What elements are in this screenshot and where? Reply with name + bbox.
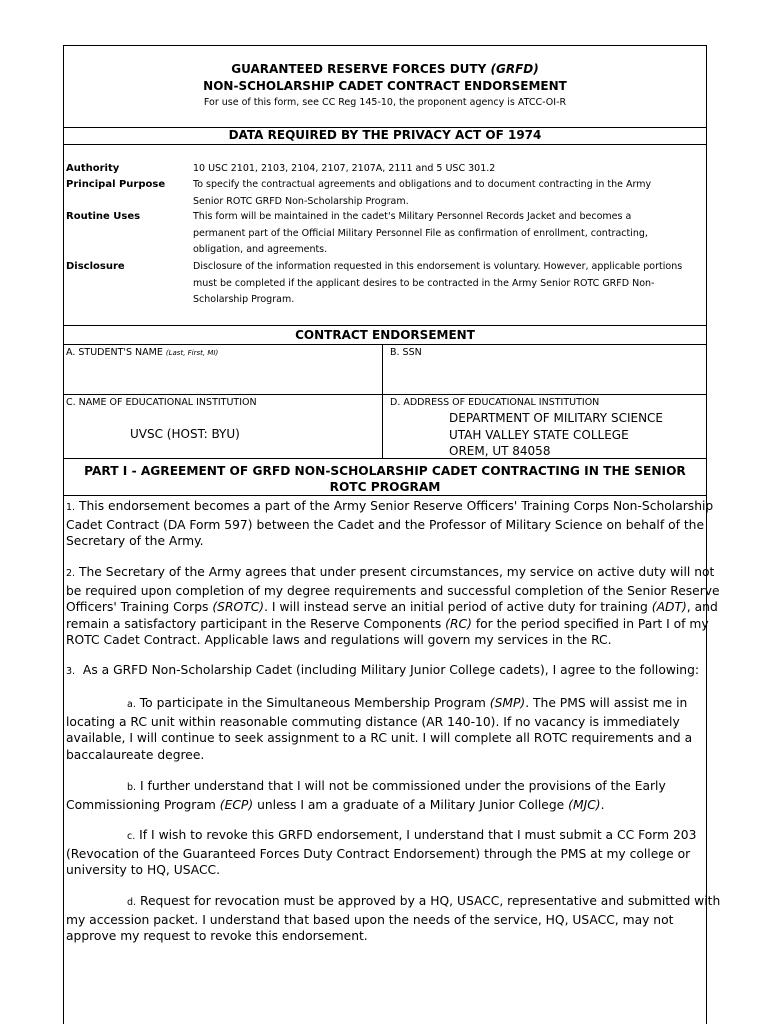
rule	[63, 45, 64, 1024]
institution-label: C. NAME OF EDUCATIONAL INSTITUTION	[66, 397, 257, 408]
paragraph-3c: c. If I wish to revoke this GRFD endorsement, I understand that I must submit a CC Form 203 (Revocation of the Guaranteed Forces Duty Contract Endorsement) through the PMS at my college or university to HQ, USACC.	[66, 828, 697, 877]
form-note: For use of this form, see CC Reg 145-10, the proponent agency is ATCC-OI-R	[203, 97, 567, 108]
paragraph-3a: a. To participate in the Simultaneous Membership Program (SMP). The PMS will assist me in locating a RC unit within reasonable commuting distance (AR 140-10). If no vacancy is immediately available, I will continue to seek assignment to a RC unit. I will complete all ROTC requirements and a baccalaureate degree.	[66, 696, 693, 762]
paragraph-2: 2. The Secretary of the Army agrees that under present circumstances, my service on active duty will not be required upon completion of my degree requirements and successful completion of the Senior Reserve Officers' Training Corps (SROTC). I will instead serve an initial period of active duty for training (ADT), and remain a satisfactory participant in the Reserve Components (RC) for the period specified in Part I of my ROTC Cadet Contract. Applicable laws and regulations will govern my services in the RC.	[66, 565, 720, 647]
paragraph-3b: b. I further understand that I will not be commissioned under the provisions of the Early Commissioning Program (ECP) unless I am a graduate of a Military Junior College (MJC).	[66, 779, 666, 812]
student-name-label: A. STUDENT'S NAME (Last, First, MI)	[66, 347, 219, 358]
student-name-field[interactable]	[73, 363, 373, 391]
paragraph-1: 1. This endorsement becomes a part of the Army Senior Reserve Officers' Training Corps Non-Scholarship Cadet Contract (DA Form 597) between the Cadet and the Professor of Military Science on behalf of the Secretary of the Army.	[66, 499, 714, 548]
authority-label: Authority	[66, 163, 120, 174]
ssn-label: B. SSN	[390, 347, 422, 358]
privacy-heading: DATA REQUIRED BY THE PRIVACY ACT OF 1974	[228, 128, 542, 142]
part1-heading-line1: PART I - AGREEMENT OF GRFD NON-SCHOLARSHIP CADET CONTRACTING IN THE SENIOR	[84, 464, 686, 478]
institution-field[interactable]: UVSC (HOST: BYU)	[130, 427, 240, 441]
address-line1: DEPARTMENT OF MILITARY SCIENCE	[449, 411, 664, 425]
form-title: GUARANTEED RESERVE FORCES DUTY (GRFD)	[231, 62, 539, 76]
disclosure-label: Disclosure	[66, 261, 125, 272]
authority-value: 10 USC 2101, 2103, 2104, 2107, 2107A, 2111 and 5 USC 301.2	[193, 163, 496, 174]
part1-heading-line2: ROTC PROGRAM	[329, 480, 441, 494]
disclosure-value: Disclosure of the information requested in this endorsement is voluntary. However, applicable portions must be completed if the applicant desires to be contracted in the Army Senior ROTC GRFD Non-Scholarship Program.	[193, 261, 683, 305]
ssn-field[interactable]	[390, 363, 700, 391]
paragraph-3d: d. Request for revocation must be approved by a HQ, USACC, representative and submitted with my accession packet. I understand that based upon the needs of the service, HQ, USACC, may not approve my request to revoke this endorsement.	[66, 894, 721, 943]
address-line3: OREM, UT 84058	[449, 444, 551, 458]
rule	[382, 344, 383, 458]
purpose-value: To specify the contractual agreements and obligations and to document contracting in the Army Senior ROTC GRFD Non-Scholarship Program.	[193, 179, 652, 207]
contract-heading: CONTRACT ENDORSEMENT	[295, 328, 475, 342]
form-page	[63, 45, 721, 1024]
rule	[63, 325, 707, 326]
rule	[63, 45, 707, 46]
form-subtitle: NON-SCHOLARSHIP CADET CONTRACT ENDORSEMENT	[203, 79, 567, 93]
rule	[63, 344, 707, 345]
routine-label: Routine Uses	[66, 211, 141, 222]
address-label: D. ADDRESS OF EDUCATIONAL INSTITUTION	[390, 397, 600, 408]
rule	[63, 394, 707, 395]
rule	[63, 144, 707, 145]
purpose-label: Principal Purpose	[66, 179, 166, 190]
routine-value: This form will be maintained in the cadet's Military Personnel Records Jacket and becomes a permanent part of the Official Military Personnel File as confirmation of enrollment, contracting, obligation, and agreements.	[193, 211, 648, 255]
address-line2: UTAH VALLEY STATE COLLEGE	[449, 428, 629, 442]
paragraph-3: 3. As a GRFD Non-Scholarship Cadet (including Military Junior College cadets), I agree to the following:	[66, 663, 700, 677]
rule	[63, 495, 707, 496]
rule	[63, 458, 707, 459]
